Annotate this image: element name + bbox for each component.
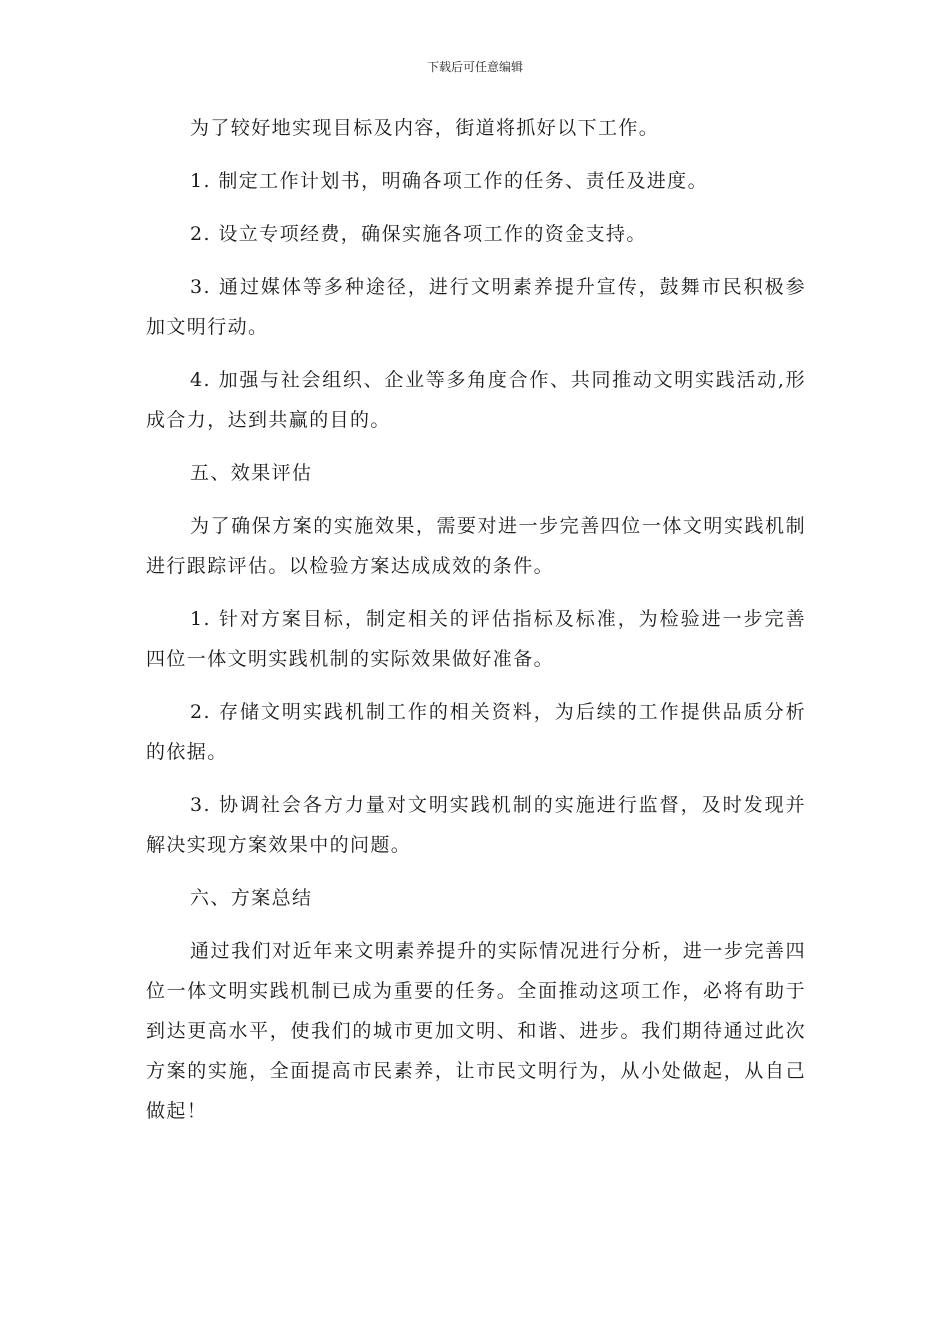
paragraph-summary: 通过我们对近年来文明素养提升的实际情况进行分析，进一步完善四位一体文明实践机制已成为重要的任务。全面推动这项工作，必将有助于到达更高水平，使我们的城市更加文明、和谐、进步。我们期待通过此次方案的实施，全面提高市民素养，让市民文明行为，从小处做起，从自己做起！ <box>146 940 806 1122</box>
paragraph-evaluation-item-2: 2. 存储文明实践机制工作的相关资料，为后续的工作提供品质分析的依据。 <box>146 701 806 763</box>
paragraph-evaluation-item-1: 1. 针对方案目标，制定相关的评估指标及标准，为检验进一步完善四位一体文明实践机制的实际效果做好准备。 <box>146 608 806 670</box>
paragraph-item-4: 4. 加强与社会组织、企业等多角度合作、共同推动文明实践活动,形成合力，达到共赢的目的。 <box>146 369 806 431</box>
paragraph-intro: 为了较好地实现目标及内容，街道将抓好以下工作。 <box>190 117 660 139</box>
section-heading-evaluation: 五、效果评估 <box>190 462 313 484</box>
header-note: 下载后可任意编辑 <box>426 60 523 74</box>
paragraph-item-1: 1. 制定工作计划书，明确各项工作的任务、责任及进度。 <box>190 170 708 192</box>
section-heading-summary: 六、方案总结 <box>190 887 313 909</box>
paragraph-evaluation-intro: 为了确保方案的实施效果，需要对进一步完善四位一体文明实践机制进行跟踪评估。以检验方案达成成效的条件。 <box>146 515 806 577</box>
paragraph-evaluation-item-3: 3. 协调社会各方力量对文明实践机制的实施进行监督，及时发现并解决实现方案效果中的问题。 <box>146 794 806 856</box>
document-body <box>146 108 806 1144</box>
paragraph-item-2: 2. 设立专项经费，确保实施各项工作的资金支持。 <box>190 223 647 245</box>
paragraph-item-3: 3. 通过媒体等多种途径，进行文明素养提升宣传，鼓舞市民积极参加文明行动。 <box>146 276 806 338</box>
